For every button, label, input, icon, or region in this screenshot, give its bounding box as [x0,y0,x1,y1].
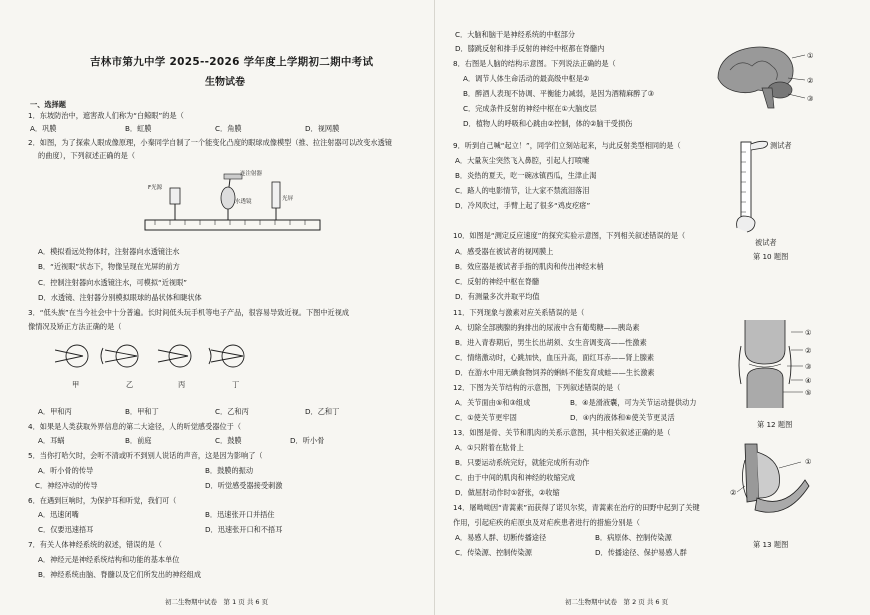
q9-stem: 9．听到自己喊“起立！”，同学们立刻站起来，与此反射类型相同的是（ [453,141,681,150]
q5-option-d: D．听觉感受器接受刺激 [205,481,283,490]
q13-option-a: A．①只附着在肱骨上 [455,443,524,452]
fig-label-syringe: 连注射器 [240,171,263,177]
brain-label-3: ③ [807,94,814,103]
q3-option-c: C．乙和丙 [215,407,249,416]
q7-stem: 7．有关人体神经系统的叙述，错误的是（ [28,540,162,549]
q4-stem: 4．如果是人类获取外界信息的第二大途径，人的听觉感受器位于（ [28,422,242,431]
q6-stem: 6．在遇到巨响时，为保护耳和听觉，我们可（ [28,496,177,505]
q13-stem: 13．如图是骨、关节和肌肉的关系示意图，其中相关叙述正确的是（ [453,428,671,437]
joint-label-3: ③ [805,362,812,371]
q4-option-c: C．鼓膜 [215,436,242,445]
q11-option-c: C．情绪激动时，心跳加快，血压升高，面红耳赤——肾上腺素 [455,353,655,362]
fig10-caption: 第 10 题图 [753,252,789,261]
fig-label-screen: 光屏 [282,196,294,202]
q7-option-b: B．神经系统由脑、脊髓以及它们所发出的神经组成 [38,570,202,579]
ruler-label-subject: 被试者 [755,238,777,247]
q8-option-a: A．调节人体生命活动的最高级中枢是② [463,74,590,83]
q9-option-d: D．冷风吹过，手臂上起了很多“鸡皮疙瘩” [455,201,591,210]
arm-label-1: ① [805,457,812,466]
q14-stem-line1: 14．屠呦呦因“青蒿素”而获得了诺贝尔奖，青蒿素在治疗的田野中起到了关键 [453,503,700,512]
q6-option-d: D．迅速张开口和不捂耳 [205,525,283,534]
q14-option-a: A．易感人群、切断传播途径 [455,533,547,542]
fig13-caption: 第 13 题图 [753,540,789,549]
q1-stem: 1．东坡防治中，遮害敌人们称为“白鲸眼”的是（ [28,111,184,120]
q8-stem: 8．右图是人脑的结构示意图。下列说法正确的是（ [453,59,616,68]
brain-label-1: ① [807,51,814,60]
q1-option-d: D．视网膜 [305,124,340,133]
joint-label-2: ② [805,346,812,355]
q3-option-b: B．甲和丁 [125,407,159,416]
q1-option-a: A．巩膜 [30,124,57,133]
brain-figure [710,40,820,112]
q3-fig-label-ding: 丁 [232,380,240,389]
q10-option-c: C．反射的神经中枢在脊髓 [455,277,540,286]
q14-stem-line2: 作用，引起疟疾的疟原虫及对疟疾患者进行的措施分别是（ [453,518,640,527]
q3-fig-label-jia: 甲 [72,380,80,389]
q13-option-c: C．由于中间的肌肉和神经的收缩完成 [455,473,576,482]
q3-stem-line1: 3．“低头族”在当今社会中十分普遍。长时间低头玩手机等电子产品，很容易导致近视。下图中近视成 [28,308,350,317]
page-divider [434,0,435,615]
q2-option-b: B．“近视眼”状态下，物像呈现在光屏的前方 [38,262,180,271]
q12-option-a: A．关节面由⑤和③组成 [455,398,531,407]
ruler-label-tester: 测试者 [770,141,792,150]
q14-option-c: C．传染源、控制传染源 [455,548,532,557]
q8-option-c: C．完成条件反射的神经中枢在①大脑皮层 [463,104,597,113]
q3-fig-label-bing: 丙 [178,380,186,389]
joint-label-5: ⑤ [805,388,812,397]
q5-option-b: B．鼓膜的振动 [205,466,254,475]
q1-option-c: C．角膜 [215,124,242,133]
joint-label-4: ④ [805,376,812,385]
q9-option-b: B．炎热的夏天，吃一碗冰镇西瓜，生津止渴 [455,171,597,180]
q9-option-c: C．路人的电影情节，让大家不禁流泪落泪 [455,186,590,195]
arm-label-2: ② [730,488,737,497]
q14-option-b: B．病原体、控制传染源 [595,533,672,542]
q11-option-a: A．切除全部胰腺的狗排出的尿液中含有葡萄糖——胰岛素 [455,323,640,332]
ruler-test-figure [733,128,773,240]
q2-stem-line1: 2．如图，为了探索人眼成像原理，小秦同学自制了一个能变化凸度的眼球成像模型（推、拉注射器可以改变水透镜 [28,138,392,147]
q10-option-b: B．效应器是被试者手指的肌肉和传出神经末梢 [455,262,604,271]
q12-option-d: D．④内的液体和⑥使关节更灵活 [570,413,675,422]
brain-label-2: ② [807,76,814,85]
q3-option-a: A．甲和丙 [38,407,72,416]
left-footer: 初二生物期中试卷 第 1 页 共 6 页 [165,598,269,606]
fig-label-light: F光源 [148,185,163,191]
q11-option-b: B．进入青春期后，男生长出胡须、女生音调变高——性激素 [455,338,647,347]
q10-stem: 10．如图是“测定反应速度”的探究实验示意图，下列相关叙述错误的是（ [453,231,686,240]
q14-option-d: D．传播途径、保护易感人群 [595,548,687,557]
q8-option-d: D．植物人的呼吸和心跳由②控制，体的②脑干受损伤 [463,119,633,128]
q2-option-a: A．模拟看远处物体时，注射器向水透镜注水 [38,247,180,256]
section-heading: 一、选择题 [30,100,66,109]
exam-title: 吉林市第九中学 2025--2026 学年度上学期初二期中考试 [90,56,374,68]
fig12-caption: 第 12 题图 [757,420,793,429]
q13-option-b: B．只要运动系统完好，就能完成所有动作 [455,458,590,467]
q9-option-a: A．大量灰尘突然飞入鼻腔，引起人打喷嚏 [455,156,590,165]
q3-stem-line2: 像情况及矫正方法正确的是（ [28,322,122,331]
q3-option-d: D．乙和丁 [305,407,340,416]
q10-option-a: A．感受器在被试者的视网膜上 [455,247,554,256]
q11-option-d: D．在游水中用无碘食物饲养的蝌蚪不能发育成蛙——生长激素 [455,368,655,377]
q4-option-b: B．前庭 [125,436,152,445]
q2-stem-line2: 的曲度），下列叙述正确的是（ [38,151,136,160]
joint-label-1: ① [805,328,812,337]
fig-label-lens: 水透镜 [235,199,252,205]
right-footer: 初二生物期中试卷 第 2 页 共 6 页 [565,598,669,606]
q7-option-a: A．神经元是神经系统结构和功能的基本单位 [38,555,180,564]
q13-option-d: D．做屈肘动作时①舒张，②收缩 [455,488,560,497]
arm-figure [735,440,815,530]
q4-option-a: A．耳蜗 [38,436,65,445]
q2-option-d: D．水透镜、注射器分别模拟眼球的晶状体和睫状体 [38,293,202,302]
q4-option-d: D．听小骨 [290,436,325,445]
q11-stem: 11．下列现象与激素对应关系错误的是（ [453,308,585,317]
q2-option-c: C．控制注射器向水透镜注水，可模拟“近视眼” [38,278,188,287]
eye-diagrams [55,338,265,374]
q1-option-b: B．虹膜 [125,124,152,133]
exam-subtitle: 生物试卷 [205,77,245,88]
q12-option-c: C．①使关节更牢固 [455,413,517,422]
q12-option-b: B．④是滑液囊，可为关节运动提供动力 [570,398,697,407]
q8-option-b: B．醉酒人表现不协调、平衡能力减弱，是因为酒精麻醉了③ [463,89,655,98]
q6-option-c: C．仅要迅速捂耳 [38,525,94,534]
q7-option-d: D．膝跳反射和排手反射的神经中枢都在脊髓内 [455,44,605,53]
q3-fig-label-yi: 乙 [126,380,134,389]
q12-stem: 12．下图为关节结构的示意图，下列叙述错误的是（ [453,383,621,392]
q6-option-b: B．迅速张开口并捂住 [205,510,275,519]
q5-option-c: C．神经冲动的传导 [35,481,98,490]
q6-option-a: A．迅速闭嘴 [38,510,79,519]
q10-option-d: D．有测量多次并取平均值 [455,292,540,301]
joint-figure [735,320,815,410]
q5-stem: 5．当你打哈欠时，会听不清或听不到别人说话的声音，这是因为影响了（ [28,451,263,460]
q5-option-a: A．听小骨的传导 [38,466,94,475]
q7-option-c: C．大脑和脑干是神经系统的中枢部分 [455,30,576,39]
